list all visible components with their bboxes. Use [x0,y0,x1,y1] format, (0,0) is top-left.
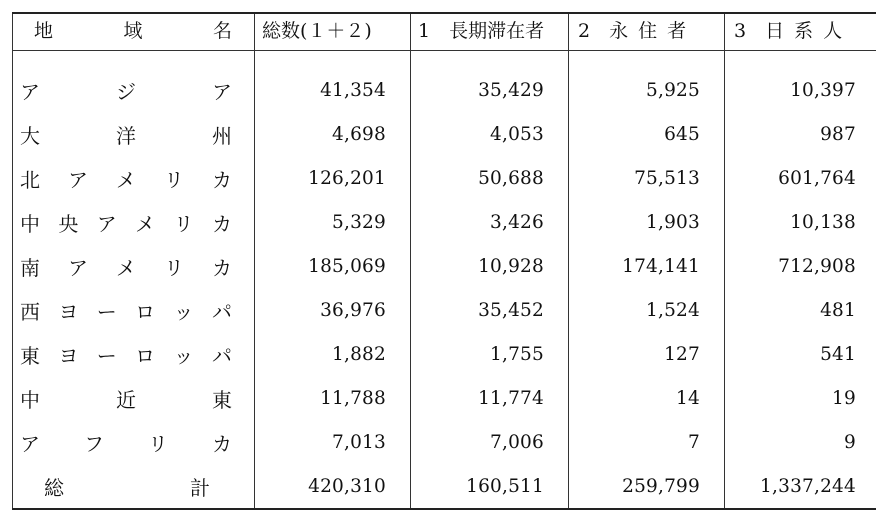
table-row-nikkei-cell: 712,908 [778,255,856,277]
table-row-total-cell: 126,201 [308,167,386,189]
region-char: フ [84,431,104,456]
table-row-total-cell: 4,698 [332,123,386,145]
region-char: リ [148,431,168,456]
table-row-region [20,378,232,418]
table-row-total-cell: 41,354 [320,79,386,101]
region-char: ア [68,255,88,280]
header-region-char: 域 [123,19,143,42]
region-char: ヨ [58,343,79,368]
table-row-permanent-cell: 14 [676,387,700,409]
region-char: ー [96,343,117,368]
region-char: ア [20,79,40,104]
table-row-total-cell: 36,976 [320,299,386,321]
region-char: カ [212,431,232,456]
region-char: リ [164,255,184,280]
table-row-permanent-cell: 645 [664,123,700,145]
region-char: ア [68,167,88,192]
region-char: パ [211,343,232,368]
region-char: ア [96,211,117,236]
region-char: ア [212,79,232,104]
table-row-long-term-cell: 50,688 [478,167,544,189]
region-char: 近 [116,387,136,412]
table-row-nikkei-cell: 10,138 [790,211,856,233]
region-char: 央 [58,211,79,236]
region-char: メ [116,255,136,280]
region-char: 大 [20,123,40,148]
table-row-permanent-cell: 1,903 [646,211,700,233]
table-row-nikkei-cell: 987 [820,123,856,145]
region-char: 州 [212,123,232,148]
region-char: カ [212,255,232,280]
region-char: 中 [20,387,40,412]
region-char: メ [135,211,156,236]
table-row-permanent-cell: 127 [664,343,700,365]
table-row-long-term-cell: 35,452 [478,299,544,321]
region-char: カ [211,211,232,236]
region-char: 南 [20,255,40,280]
table-row-region [20,290,232,330]
region-char: ヨ [58,299,79,324]
region-char: 総 [44,475,64,500]
region-char: 東 [20,343,40,368]
table-row-permanent-cell: 7 [688,431,700,453]
region-char: ロ [135,343,156,368]
table-row-region [20,334,232,374]
table-row-nikkei-cell: 19 [832,387,856,409]
grand-total-row-total-cell: 420,310 [308,475,386,497]
header-nikkei: 3 日 系 人 [734,19,843,42]
region-char: 計 [190,475,210,500]
table-row-region [20,202,232,242]
table-row-region [20,158,232,198]
region-char: 西 [20,299,40,324]
grand-total-row-long-term-cell: 160,511 [466,475,544,497]
table-row-total-cell: 1,882 [332,343,386,365]
table-row-region [20,70,232,110]
table-row-long-term-cell: 3,426 [490,211,544,233]
region-char: ッ [173,343,194,368]
region-char: ジ [116,79,136,104]
table-row-long-term-cell: 1,755 [490,343,544,365]
table-row-nikkei-cell: 10,397 [790,79,856,101]
table-row-permanent-cell: 174,141 [622,255,700,277]
region-char: リ [173,211,194,236]
grand-total-row-region [44,466,210,506]
table-row-nikkei-cell: 9 [844,431,856,453]
region-char: ア [20,431,40,456]
grand-total-row-permanent-cell: 259,799 [622,475,700,497]
table-row-region [20,246,232,286]
table-row-nikkei-cell: 541 [820,343,856,365]
table-row-permanent-cell: 1,524 [646,299,700,321]
table-row-nikkei-cell: 481 [820,299,856,321]
region-char: 洋 [116,123,136,148]
region-char: 東 [212,387,232,412]
region-char: リ [164,167,184,192]
table-left-border [12,14,13,508]
region-char: ロ [135,299,156,324]
header-region-char: 名 [212,19,232,42]
region-char: パ [211,299,232,324]
header-region [34,12,232,46]
table-row-region [20,114,232,154]
region-char: カ [212,167,232,192]
header-divider [12,50,876,51]
header-total: 総数(１＋２) [262,19,372,42]
header-region-char: 地 [34,19,54,42]
table-row-nikkei-cell: 601,764 [778,167,856,189]
region-char: 中 [20,211,40,236]
grand-total-row-nikkei-cell: 1,337,244 [760,475,856,497]
table-row-long-term-cell: 7,006 [490,431,544,453]
table-row-long-term-cell: 11,774 [478,387,544,409]
region-char: 北 [20,167,40,192]
table-row-region [20,422,232,462]
header-long-term: 1 長期滞在者 [418,19,545,42]
region-char: メ [116,167,136,192]
table-row-total-cell: 5,329 [332,211,386,233]
table-row-long-term-cell: 35,429 [478,79,544,101]
table-row-total-cell: 11,788 [320,387,386,409]
table-row-total-cell: 185,069 [308,255,386,277]
table-row-long-term-cell: 10,928 [478,255,544,277]
table-row-long-term-cell: 4,053 [490,123,544,145]
header-permanent: 2 永 住 者 [578,19,687,42]
region-char: ー [96,299,117,324]
table-row-permanent-cell: 5,925 [646,79,700,101]
table-row-permanent-cell: 75,513 [634,167,700,189]
region-char: ッ [173,299,194,324]
table-row-total-cell: 7,013 [332,431,386,453]
